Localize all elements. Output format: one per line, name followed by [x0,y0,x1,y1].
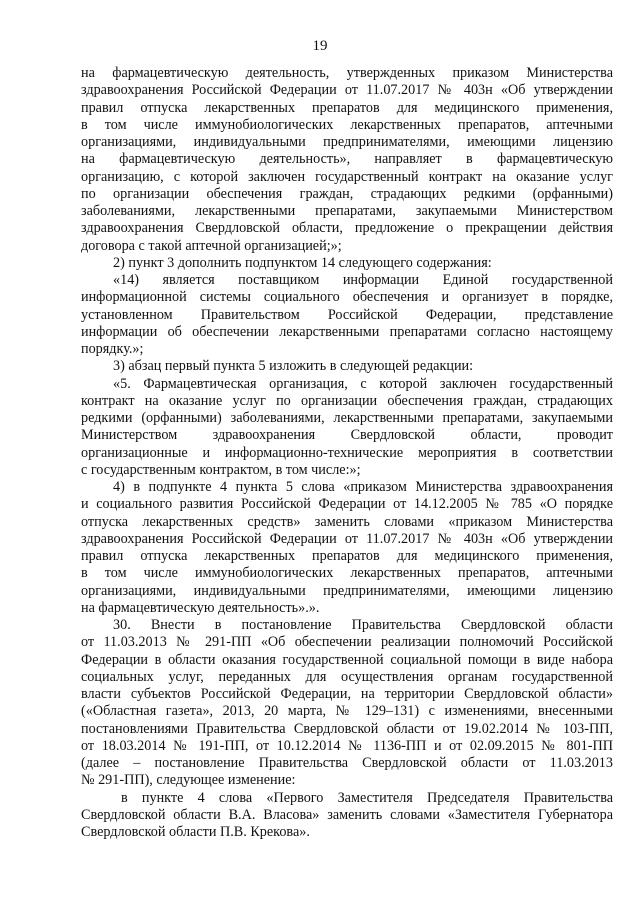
text-line: отпуска лекарственных средств» заменить словами «приказом Министерства [81,513,613,530]
text-line: (далее – постановление Правительства Свердловской области от 11.03.2013 [81,755,613,771]
paragraph [81,65,613,255]
paragraph [81,790,613,842]
text-line: Свердловской области В.А. Власова» заменить словами «Заместителя Губернатора [81,806,613,823]
text-line: Министерством здравоохранения Свердловской области, проводит [81,427,613,444]
text-line: в пункте 4 слова «Первого Заместителя Председателя Правительства [121,789,613,806]
text-line: с государственным контрактом, в том числе:»; [81,461,361,478]
text-line: 2) пункт 3 дополнить подпунктом 14 следующего содержания: [113,254,492,271]
text-line: в том числе иммунобиологических лекарственных препаратов, аптечными [81,116,613,133]
text-line: порядку.»; [81,341,144,357]
text-line: постановлениями Правительства Свердловской области от 19.02.2014 № 103-ПП, [81,720,613,737]
text-line: редкими (орфанными) заболеваниями, лекарственными препаратами, закупаемыми [81,410,613,426]
text-line: и социального развития Российской Федерации от 14.12.2005 № 785 «О порядке [81,496,613,513]
paragraph [81,272,613,358]
text-line: заболеваниями, лекарственными препаратами, закупаемыми Министерством [81,203,613,219]
text-line: здравоохранения Свердловской области, предложение о прекращении действия [81,220,613,237]
text-line: власти субъектов Российской Федерации, на территории Свердловской области» [81,686,613,702]
text-line: 4) в подпункте 4 пункта 5 слова «приказом Министерства здравоохранения [113,479,613,495]
paragraph [81,376,613,480]
text-line: социальных услуг, переданных для осуществления органам государственной [81,668,613,685]
text-line: правил отпуска лекарственных препаратов для медицинского применения, [81,548,613,564]
document-body [81,65,613,841]
text-line: контракт на оказание услуг по организации обеспечения граждан, страдающих [81,392,613,409]
text-line: в том числе иммунобиологических лекарственных препаратов, аптечными [81,565,613,582]
text-line: от 11.03.2013 № 291-ПП «Об обеспечении реализации полномочий Российской [81,634,613,651]
text-line: «14) является поставщиком информации Единой государственной [113,272,613,288]
paragraph [81,479,613,617]
text-line: договора с такой аптечной организацией;»; [81,237,342,254]
text-line: «5. Фармацевтическая организация, с которой заключен государственный [113,375,613,392]
text-line: по организации обеспечения граждан, страдающих редкими (орфанными) [81,185,613,202]
text-line: информации об обеспечении лекарственными препаратами согласно настоящему [81,323,613,340]
text-line: здравоохранения Российской Федерации от 11.07.2017 № 403н «Об утверждении [81,530,613,547]
text-line: организацию, с которой заключен государственный контракт на оказание услуг [81,168,613,185]
text-line: Свердловской области П.В. Крекова». [81,824,310,840]
paragraph [81,255,613,272]
text-line: организациями, индивидуальными предпринимателями, имеющими лицензию [81,582,613,599]
text-line: 30. Внести в постановление Правительства Свердловской области [113,617,613,633]
text-line: информационной системы социального обеспечения и организует в порядке, [81,289,613,306]
page-number: 19 [312,38,328,54]
text-line: организационные и информационно-технические мероприятия в соответствии [81,444,613,461]
text-line: 3) абзац первый пункта 5 изложить в следующей редакции: [113,358,474,375]
text-line: № 291-ПП), следующее изменение: [81,772,296,789]
text-line: на фармацевтическую деятельность, утвержденных приказом Министерства [81,65,613,81]
text-line: на фармацевтическую деятельность», направляет в фармацевтическую [81,151,613,168]
paragraph [81,358,613,375]
text-line: от 18.03.2014 № 191-ПП, от 10.12.2014 № 1136-ПП и от 02.09.2015 № 801-ПП [81,737,613,754]
text-line: организациями, индивидуальными предпринимателями, имеющими лицензию [81,134,613,150]
text-line: правил отпуска лекарственных препаратов для медицинского применения, [81,99,613,116]
text-line: на фармацевтическую деятельность».». [81,599,320,616]
text-line: установленном Правительством Российской Федерации, представление [81,306,613,323]
text-line: здравоохранения Российской Федерации от 11.07.2017 № 403н «Об утверждении [81,82,613,99]
text-line: («Областная газета», 2013, 20 марта, № 129–131) с изменениями, внесенными [81,703,613,720]
paragraph [81,617,613,790]
text-line: Федерации в области оказания государственной социальной помощи в виде набора [81,651,613,668]
